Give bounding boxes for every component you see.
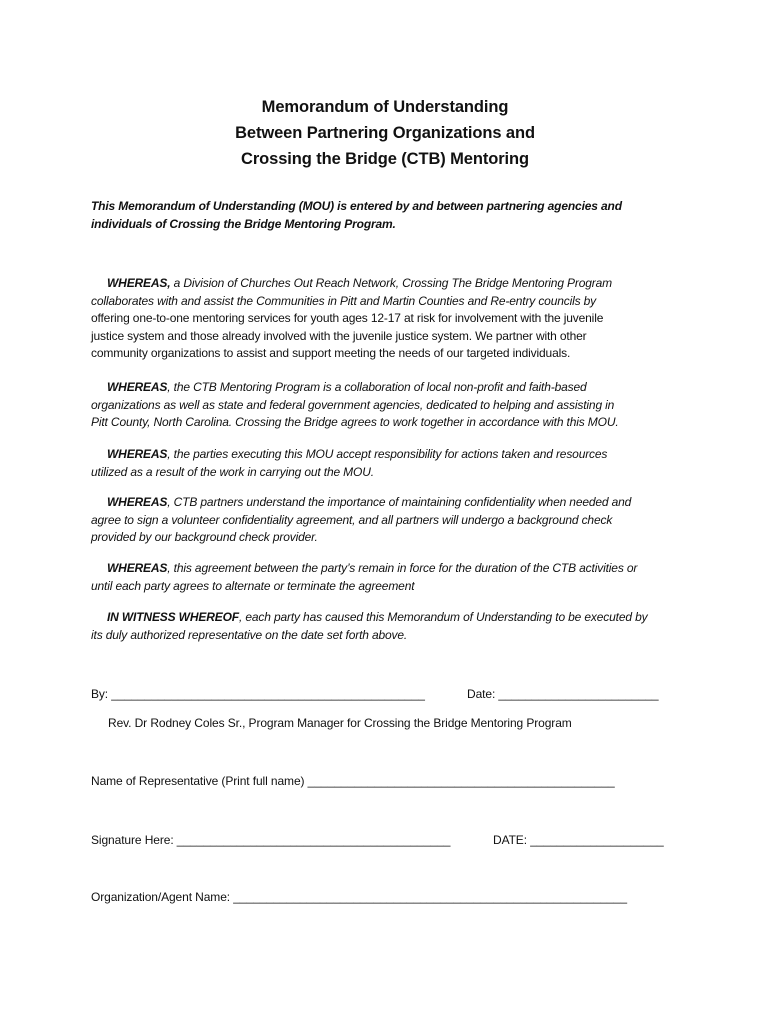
whereas-paragraph-5	[91, 560, 691, 595]
witness-line-2: its duly authorized representative on the date set forth above.	[91, 627, 408, 642]
intro-line-2: individuals of Crossing the Bridge Mentoring Program.	[91, 216, 396, 231]
whereas-paragraph-2	[91, 379, 691, 432]
organization-name-line[interactable]	[91, 889, 627, 905]
whereas-4-line-2: agree to sign a volunteer confidentiality agreement, and all partners will undergo a background check	[91, 512, 613, 527]
whereas-3-line-1	[91, 446, 691, 464]
date-signature-line[interactable]	[467, 686, 659, 702]
whereas-3-line-1-text: , the parties executing this MOU accept responsibility for actions taken and resources	[167, 447, 608, 461]
whereas-2-line-1-text: , the CTB Mentoring Program is a collaboration of local non-profit and faith-based	[167, 380, 587, 394]
representative-name-line[interactable]	[91, 773, 615, 789]
whereas-3-keyword: WHEREAS	[107, 447, 168, 461]
whereas-4-line-1-text: , CTB partners understand the importance of maintaining confidentiality when needed and	[167, 495, 632, 509]
whereas-4-line-1	[91, 494, 691, 512]
signature-here-blank[interactable]: _________________________________________	[176, 833, 451, 847]
whereas-5-line-2: until each party agrees to alternate or terminate the agreement	[91, 578, 415, 593]
whereas-1-line-3: offering one-to-one mentoring services for youth ages 12-17 at risk for involvement with the juvenile	[91, 311, 604, 325]
whereas-1-keyword: WHEREAS,	[107, 276, 171, 290]
date-blank[interactable]: ________________________	[498, 687, 659, 701]
date-label: Date:	[467, 687, 496, 701]
whereas-paragraph-4	[91, 494, 691, 547]
whereas-2-line-2: organizations as well as state and federal government agencies, dedicated to helping and assisting in	[91, 397, 615, 412]
whereas-1-line-4: justice system and those already involved with the juvenile justice system. We partner with other	[91, 328, 587, 343]
whereas-2-line-1	[91, 379, 691, 397]
organization-label: Organization/Agent Name:	[91, 890, 231, 904]
intro-paragraph	[91, 198, 691, 233]
whereas-5-line-1	[91, 560, 691, 578]
program-manager-line: Rev. Dr Rodney Coles Sr., Program Manager for Crossing the Bridge Mentoring Program	[108, 716, 572, 730]
witness-line-1	[91, 609, 691, 627]
whereas-paragraph-3	[91, 446, 691, 481]
document-title	[0, 94, 770, 172]
date2-blank[interactable]: ____________________	[530, 833, 664, 847]
title-line-3: Crossing the Bridge (CTB) Mentoring	[241, 150, 529, 168]
title-line-2: Between Partnering Organizations and	[235, 124, 535, 142]
whereas-paragraph-1	[91, 275, 691, 363]
whereas-1-line-1-text: a Division of Churches Out Reach Network, Crossing The Bridge Mentoring Program	[170, 276, 613, 290]
whereas-3-line-2: utilized as a result of the work in carrying out the MOU.	[91, 464, 374, 479]
organization-blank[interactable]: ___________________________________________________________	[233, 890, 628, 904]
intro-line-1: This Memorandum of Understanding (MOU) is entered by and between partnering agencies and	[91, 199, 622, 213]
witness-paragraph	[91, 609, 691, 644]
signature-here-line[interactable]	[91, 832, 450, 848]
title-line-1: Memorandum of Understanding	[261, 98, 509, 116]
date2-line[interactable]	[493, 832, 664, 848]
by-blank[interactable]: _______________________________________________	[111, 687, 425, 701]
whereas-1-line-2: collaborates with and assist the Communities in Pitt and Martin Counties and Re-entry councils by	[91, 293, 597, 308]
whereas-1-line-1	[91, 275, 691, 293]
whereas-1-line-5: community organizations to assist and support meeting the needs of our targeted individuals.	[91, 346, 571, 360]
whereas-4-line-3: provided by our background check provider.	[91, 530, 318, 544]
whereas-4-keyword: WHEREAS	[107, 495, 168, 509]
whereas-2-keyword: WHEREAS	[107, 380, 168, 394]
representative-blank[interactable]: ______________________________________________	[307, 774, 615, 788]
by-signature-line[interactable]	[91, 686, 425, 702]
witness-keyword: IN WITNESS WHEREOF	[107, 610, 239, 624]
date2-label: DATE:	[493, 833, 527, 847]
whereas-5-keyword: WHEREAS	[107, 561, 168, 575]
by-label: By:	[91, 687, 109, 701]
witness-line-1-text: , each party has caused this Memorandum of Understanding to be executed by	[238, 610, 648, 624]
whereas-2-line-3: Pitt County, North Carolina. Crossing the Bridge agrees to work together in accordance with this MOU.	[91, 415, 619, 429]
signature-here-label: Signature Here:	[91, 833, 174, 847]
whereas-5-line-1-text: , this agreement between the party’s remain in force for the duration of the CTB activities or	[167, 561, 638, 575]
representative-label: Name of Representative (Print full name)	[91, 774, 305, 788]
